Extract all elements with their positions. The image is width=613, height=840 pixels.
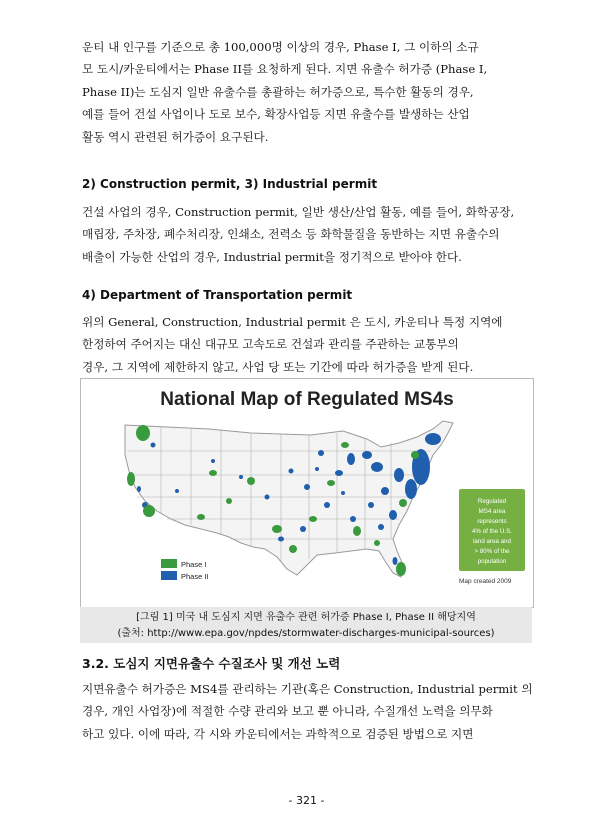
text-line: 위의 General, Construction, Industrial permit 은 도시, 카운티나 특정 지역에 (82, 315, 503, 329)
intro-paragraph (82, 36, 532, 148)
info-box (459, 489, 525, 571)
text-line: 하고 있다. 이에 따라, 각 시와 카운티에서는 과학적으로 검증된 방법으로 지면 (82, 726, 474, 741)
section-heading-construction-industrial: 2) Construction permit, 3) Industrial permit (82, 177, 378, 191)
text-line: 매립장, 주차장, 폐수처리장, 인쇄소, 전력소 등 화학물질을 동반하는 지면 유출수의 (82, 227, 500, 242)
info-line: population (477, 558, 507, 565)
map-created-note: Map created 2009 (459, 578, 512, 585)
legend-swatch-phase-ii (161, 571, 177, 580)
figure-caption (80, 607, 532, 643)
text-line: 모 도시/카운티에서는 Phase II를 요청하게 된다. 지면 유출수 허가증 (Phase I, (82, 62, 488, 77)
text-line: 한정하여 주어지는 대신 대규모 고속도로 건설과 관리를 주관하는 교통부의 (82, 337, 459, 352)
text-line: 운티 내 인구를 기준으로 총 100,000명 이상의 경우, Phase I, 그 이하의 소규 (82, 40, 479, 54)
legend-label-phase-i: Phase I (181, 560, 207, 569)
info-line: MS4 area (478, 508, 506, 515)
text-line: 경우, 그 지역에 제한하지 않고, 사업 당 또는 기간에 따라 허가증을 받게 된다. (82, 359, 474, 374)
page-number: - 321 - (288, 794, 325, 807)
info-line: land area and (473, 538, 511, 545)
section-heading-3-2: 3.2. 도심지 지면유출수 수질조사 및 개선 노력 (82, 656, 341, 671)
map-legend (161, 559, 209, 581)
caption-line-title: [그림 1] 미국 내 도심지 지면 유출수 관련 허가증 Phase I, Phase II 해당지역 (136, 612, 476, 623)
legend-label-phase-ii: Phase II (181, 572, 209, 581)
us-land-shape (125, 421, 453, 577)
section-3-2-paragraph (82, 678, 532, 745)
legend-swatch-phase-i (161, 559, 177, 568)
text-line: Phase II)는 도심지 일반 유출수를 총괄하는 허가증으로, 특수한 활동의 경우, (82, 84, 474, 99)
info-line: represents (477, 518, 507, 525)
caption-line-source: (출처: http://www.epa.gov/npdes/stormwater-discharges-municipal-sources) (117, 628, 495, 639)
transportation-paragraph (82, 311, 532, 378)
us-map-graphic (81, 379, 533, 607)
construction-industrial-paragraph (82, 201, 532, 268)
text-line: 지면유출수 허가증은 MS4를 관리하는 기관(혹은 Construction, Industrial permit 의 (82, 682, 533, 696)
text-line: 경우, 개인 사업장)에 적절한 수량 관리와 보고 뿐 아니라, 수질개선 노력을 의무화 (82, 704, 493, 719)
map-title: National Map of Regulated MS4s (160, 389, 454, 410)
text-line: 배출이 가능한 산업의 경우, Industrial permit을 정기적으로 받아야 한다. (82, 249, 462, 264)
text-line: 건설 사업의 경우, Construction permit, 일반 생산/산업 활동, 예를 들어, 화학공장, (82, 205, 515, 219)
section-heading-transportation: 4) Department of Transportation permit (82, 288, 353, 302)
info-line: Regulated (477, 498, 507, 505)
text-line: 활동 역시 관련된 허가증이 요구된다. (82, 129, 269, 144)
ms4-map-figure (80, 378, 534, 608)
info-line: > 80% of the (474, 548, 510, 555)
text-line: 예를 들어 건설 사업이나 도로 보수, 확장사업등 지면 유출수를 발생하는 산업 (82, 107, 470, 122)
info-line: 4% of the U.S. (472, 528, 512, 535)
